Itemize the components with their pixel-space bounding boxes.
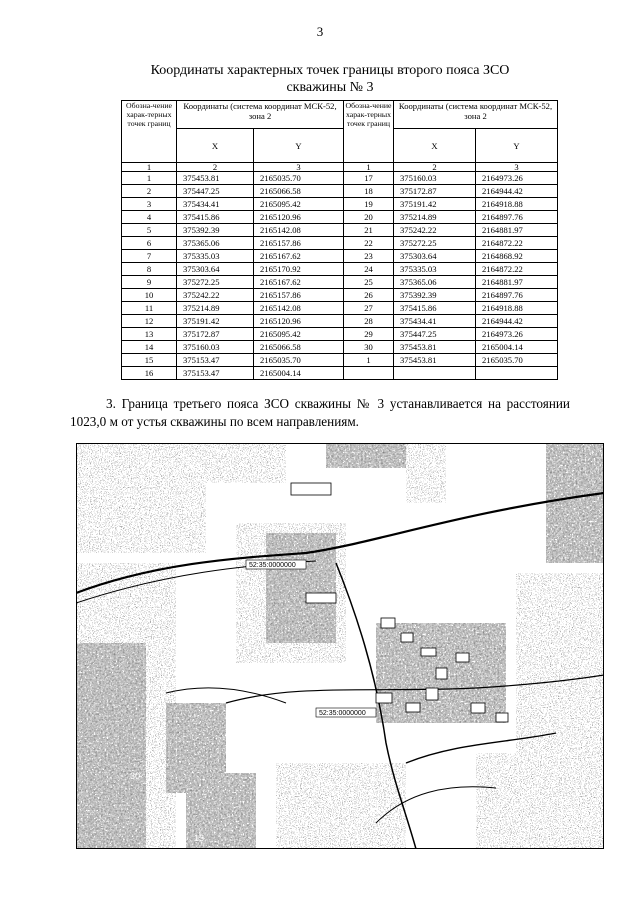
table-row [122, 211, 558, 224]
table-cell: 375153.47 [177, 367, 254, 380]
table-cell: 2164868.92 [476, 250, 558, 263]
table-cell: 25 [344, 276, 394, 289]
table-cell: 375365.06 [394, 276, 476, 289]
table-cell: 375434.41 [394, 315, 476, 328]
table-cell: 375303.64 [177, 263, 254, 276]
map-marker-13: 13 [194, 833, 205, 843]
table-cell: 12 [122, 315, 177, 328]
table-cell: 15 [122, 354, 177, 367]
table-cell: 375434.41 [177, 198, 254, 211]
table-cell: 7 [122, 250, 177, 263]
table-row [122, 367, 558, 380]
table-row [122, 185, 558, 198]
table-cell: 2165035.70 [254, 354, 344, 367]
table-cell: 2165095.42 [254, 328, 344, 341]
table-cell: 18 [344, 185, 394, 198]
table-cell: 375453.81 [394, 341, 476, 354]
column-index: 2 [394, 163, 476, 172]
table-row [122, 276, 558, 289]
table-cell: 2165120.96 [254, 211, 344, 224]
table-row [122, 250, 558, 263]
header-x-right: X [394, 129, 476, 163]
table-cell: 24 [344, 263, 394, 276]
table-cell: 14 [122, 341, 177, 354]
header-designation-left: Обозна-чение харак-терных точек границ [122, 101, 177, 163]
table-cell: 2165035.70 [476, 354, 558, 367]
table-cell: 375453.81 [177, 172, 254, 185]
table-cell: 375415.86 [177, 211, 254, 224]
table-cell: 2165095.42 [254, 198, 344, 211]
table-cell: 375447.25 [177, 185, 254, 198]
table-row [122, 289, 558, 302]
table-cell: 2164918.88 [476, 302, 558, 315]
table-cell: 2165066.58 [254, 185, 344, 198]
table-cell: 375153.47 [177, 354, 254, 367]
table-cell: 2165170.92 [254, 263, 344, 276]
header-y-right: Y [476, 129, 558, 163]
table-cell: 1 [344, 354, 394, 367]
table-row [122, 302, 558, 315]
table-cell: 27 [344, 302, 394, 315]
table-cell: 2165142.08 [254, 224, 344, 237]
table-cell: 2164881.97 [476, 276, 558, 289]
table-row [122, 172, 558, 185]
table-row [122, 237, 558, 250]
table-cell: 26 [344, 289, 394, 302]
table-row [122, 354, 558, 367]
zone-three-paragraph: 3. Граница третьего пояса ЗСО скважины № 3 устанавливается на расстоянии 1023,0 м от устья скважины по всем направлениям. [70, 396, 570, 429]
header-designation-right: Обозна-чение харак-терных точек границ [344, 101, 394, 163]
table-cell: 2165157.86 [254, 237, 344, 250]
table-cell: 375447.25 [394, 328, 476, 341]
coordinates-table [121, 100, 558, 380]
table-cell: 375415.86 [394, 302, 476, 315]
header-y-left: Y [254, 129, 344, 163]
table-cell: 375242.22 [177, 289, 254, 302]
table-cell: 1 [122, 172, 177, 185]
table-cell: 6 [122, 237, 177, 250]
table-cell: 2164973.26 [476, 328, 558, 341]
table-cell: 9 [122, 276, 177, 289]
table-row [122, 315, 558, 328]
table-cell: 375335.03 [394, 263, 476, 276]
column-index: 2 [177, 163, 254, 172]
table-cell: 2164973.26 [476, 172, 558, 185]
map-marker-30: 30 [130, 771, 141, 781]
table-cell: 20 [344, 211, 394, 224]
table-cell: 3 [122, 198, 177, 211]
table-cell: 2164944.42 [476, 185, 558, 198]
table-body [122, 172, 558, 380]
table-cell: 2164872.22 [476, 263, 558, 276]
table-cell: 4 [122, 211, 177, 224]
table-cell: 375453.81 [394, 354, 476, 367]
table-cell: 375303.64 [394, 250, 476, 263]
table-cell: 2164897.76 [476, 211, 558, 224]
table-cell: 13 [122, 328, 177, 341]
table-cell: 375214.89 [394, 211, 476, 224]
table-cell: 375392.39 [177, 224, 254, 237]
header-x-left: X [177, 129, 254, 163]
table-cell: 375242.22 [394, 224, 476, 237]
table-cell: 2165035.70 [254, 172, 344, 185]
table-cell: 375191.42 [177, 315, 254, 328]
table-cell: 2165120.96 [254, 315, 344, 328]
table-cell [394, 367, 476, 380]
table-cell: 11 [122, 302, 177, 315]
table-cell: 17 [344, 172, 394, 185]
table-cell: 375272.25 [394, 237, 476, 250]
table-cell: 375160.03 [177, 341, 254, 354]
table-cell: 375272.25 [177, 276, 254, 289]
table-cell: 16 [122, 367, 177, 380]
table-title-line2: скважины № 3 [286, 80, 374, 95]
header-coords-left: Координаты (система координат МСК-52, зона 2 [177, 101, 344, 129]
table-cell: 30 [344, 341, 394, 354]
table-cell: 2164897.76 [476, 289, 558, 302]
parcel-label-1: 52:35:0000000 [249, 562, 296, 569]
table-cell: 375335.03 [177, 250, 254, 263]
table-cell: 22 [344, 237, 394, 250]
table-row [122, 328, 558, 341]
table-cell: 23 [344, 250, 394, 263]
table-cell: 2164872.22 [476, 237, 558, 250]
table-cell: 375160.03 [394, 172, 476, 185]
table-cell: 2165157.86 [254, 289, 344, 302]
table-cell: 2164944.42 [476, 315, 558, 328]
table-cell [344, 367, 394, 380]
table-cell: 2165167.62 [254, 276, 344, 289]
table-cell: 2165142.08 [254, 302, 344, 315]
table-cell: 375392.39 [394, 289, 476, 302]
table-cell: 8 [122, 263, 177, 276]
table-cell: 2165167.62 [254, 250, 344, 263]
table-cell: 375172.87 [177, 328, 254, 341]
column-index-row [122, 163, 558, 172]
column-index: 3 [476, 163, 558, 172]
table-cell: 375214.89 [177, 302, 254, 315]
table-cell [476, 367, 558, 380]
parcel-label-2: 52:35:0000000 [319, 710, 366, 717]
table-row [122, 341, 558, 354]
aerial-map-image [76, 443, 604, 849]
table-cell: 28 [344, 315, 394, 328]
table-cell: 375172.87 [394, 185, 476, 198]
table-cell: 21 [344, 224, 394, 237]
table-cell: 5 [122, 224, 177, 237]
column-index: 1 [122, 163, 177, 172]
table-row [122, 263, 558, 276]
column-index: 3 [254, 163, 344, 172]
header-coords-right: Координаты (система координат МСК-52, зона 2 [394, 101, 558, 129]
table-row [122, 224, 558, 237]
table-cell: 10 [122, 289, 177, 302]
page-number: 3 [316, 24, 324, 39]
map-canvas [76, 443, 604, 849]
table-cell: 375191.42 [394, 198, 476, 211]
table-title-line1: Координаты характерных точек границы второго пояса ЗСО [150, 63, 510, 78]
table-cell: 29 [344, 328, 394, 341]
table-cell: 2165004.14 [254, 367, 344, 380]
table-title [100, 62, 560, 96]
table-cell: 2164881.97 [476, 224, 558, 237]
table-cell: 2 [122, 185, 177, 198]
table-cell: 2164918.88 [476, 198, 558, 211]
column-index: 1 [344, 163, 394, 172]
table-row [122, 198, 558, 211]
table-cell: 2165004.14 [476, 341, 558, 354]
table-cell: 2165066.58 [254, 341, 344, 354]
table-cell: 19 [344, 198, 394, 211]
table-cell: 375365.06 [177, 237, 254, 250]
